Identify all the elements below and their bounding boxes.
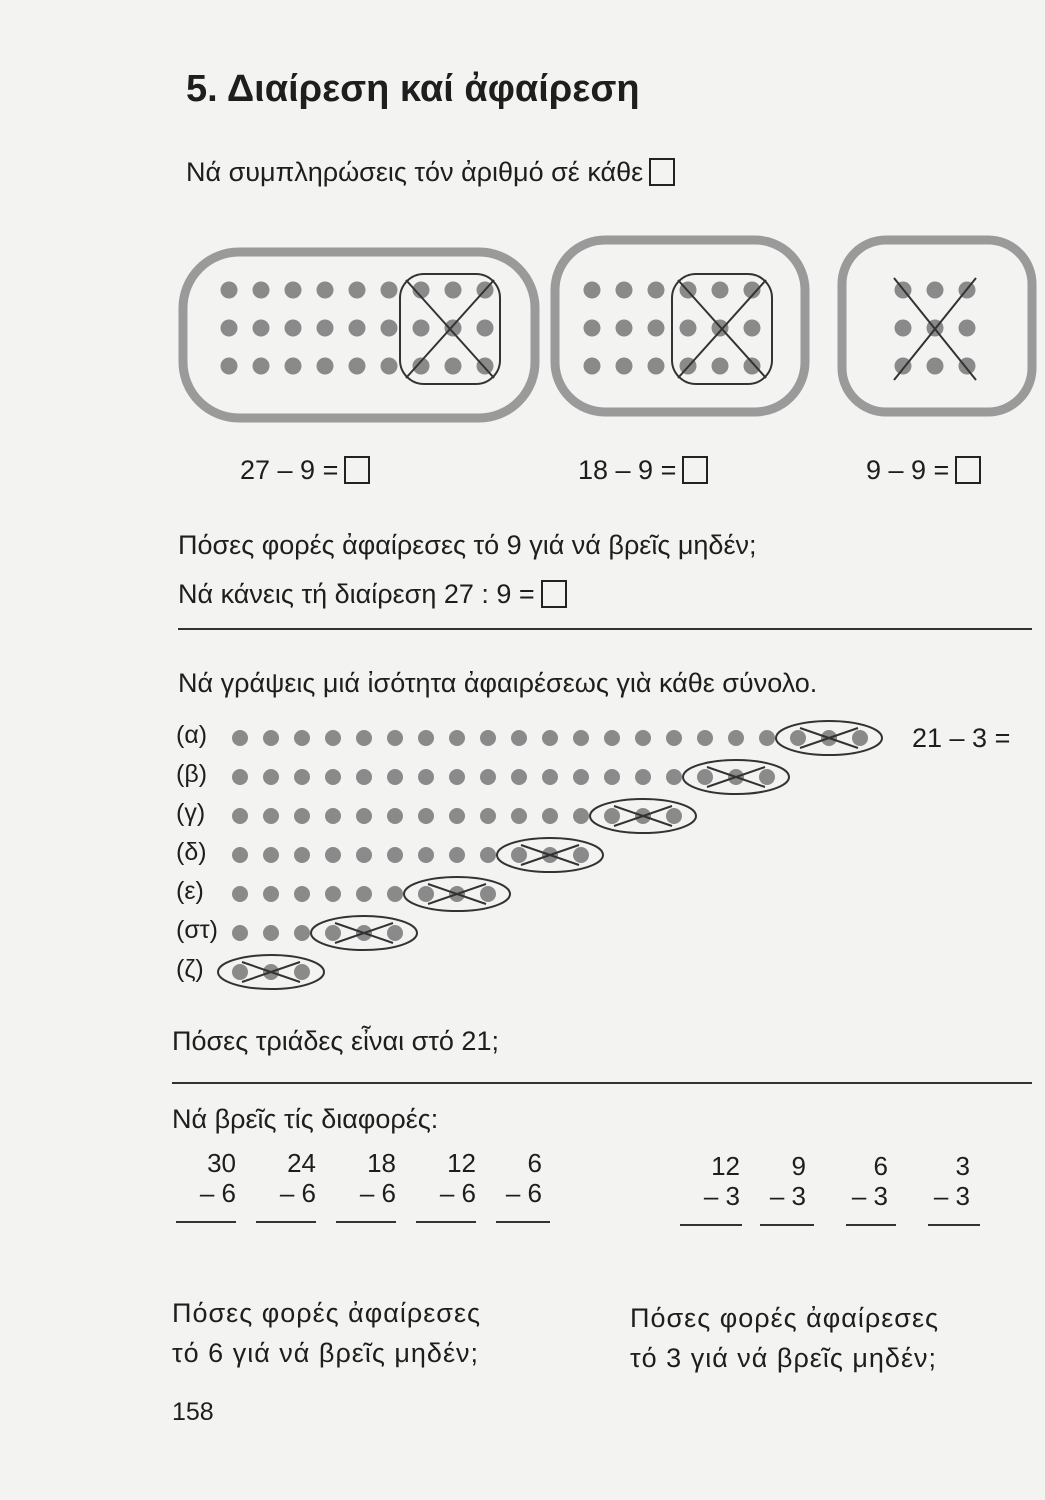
dot — [232, 847, 248, 863]
dot — [477, 320, 494, 337]
dot — [573, 808, 589, 824]
dot — [232, 808, 248, 824]
dot — [263, 808, 279, 824]
dot — [263, 769, 279, 785]
dot — [680, 320, 697, 337]
diff-top: 6 — [873, 1151, 888, 1181]
dot — [356, 886, 372, 902]
equation-27-9 — [240, 456, 370, 484]
dot — [635, 769, 651, 785]
dot — [387, 847, 403, 863]
answer-line[interactable] — [846, 1224, 896, 1226]
diff-sub: – 6 — [505, 1178, 542, 1208]
dot — [381, 358, 398, 375]
dot — [418, 730, 434, 746]
page-number: 158 — [172, 1398, 214, 1426]
diff-top: 9 — [791, 1151, 806, 1181]
question-six-line1: Πόσες φορές ἀφαίρεσες — [172, 1298, 481, 1328]
dot — [895, 320, 912, 337]
question-three-line2: τό 3 γιά νά βρεῖς μηδέν; — [630, 1343, 937, 1373]
diff-sub: – 6 — [359, 1178, 396, 1208]
dot — [542, 730, 558, 746]
dot — [356, 769, 372, 785]
diff-sub: – 6 — [439, 1178, 476, 1208]
dot — [648, 282, 665, 299]
dot — [349, 320, 366, 337]
set-label: (ζ) — [176, 955, 204, 983]
answer-line[interactable] — [928, 1224, 980, 1226]
equation-text: 27 – 9 = — [240, 455, 339, 485]
dot — [852, 730, 868, 746]
diff-top: 12 — [711, 1151, 740, 1181]
dot — [325, 886, 341, 902]
answer-box[interactable] — [682, 456, 708, 484]
dot — [232, 730, 248, 746]
dot — [666, 808, 682, 824]
question-six-line2: τό 6 γιά νά βρεῖς μηδέν; — [172, 1338, 479, 1368]
answer-line[interactable] — [680, 1224, 742, 1226]
division-line — [178, 580, 567, 608]
diff-sub: – 6 — [199, 1178, 236, 1208]
dot — [666, 769, 682, 785]
dot — [445, 282, 462, 299]
dot — [648, 320, 665, 337]
equation-18-9 — [578, 456, 708, 484]
dot — [349, 282, 366, 299]
dot — [616, 282, 633, 299]
dot — [325, 769, 341, 785]
divider — [172, 1082, 1032, 1084]
dot — [449, 730, 465, 746]
dot — [356, 808, 372, 824]
equation-text: 9 – 9 = — [866, 455, 950, 485]
instruction-diff: Νά βρεῖς τίς διαφορές: — [172, 1104, 439, 1134]
dot — [604, 808, 620, 824]
dot — [449, 808, 465, 824]
dot — [253, 282, 270, 299]
dot — [728, 730, 744, 746]
dot — [294, 847, 310, 863]
dot — [573, 730, 589, 746]
answer-line[interactable] — [256, 1221, 316, 1223]
answer-line[interactable] — [760, 1224, 814, 1226]
dot — [253, 358, 270, 375]
dot — [418, 886, 434, 902]
dot — [449, 847, 465, 863]
diff-sub: – 3 — [933, 1181, 970, 1211]
dot — [294, 925, 310, 941]
dot — [253, 320, 270, 337]
dot — [959, 320, 976, 337]
dot — [221, 282, 238, 299]
dot — [381, 320, 398, 337]
dot — [294, 730, 310, 746]
dot — [325, 730, 341, 746]
dot — [604, 730, 620, 746]
answer-box[interactable] — [344, 456, 370, 484]
dot — [317, 320, 334, 337]
dot — [616, 358, 633, 375]
dot — [480, 769, 496, 785]
dot — [294, 886, 310, 902]
question-zero: Πόσες φορές ἀφαίρεσες τό 9 γιά νά βρεῖς μηδέν; — [178, 530, 757, 560]
dot — [325, 847, 341, 863]
dot — [511, 847, 527, 863]
answer-line[interactable] — [416, 1221, 476, 1223]
dot — [480, 808, 496, 824]
dot — [285, 282, 302, 299]
set-label: (α) — [176, 721, 208, 749]
dot — [511, 808, 527, 824]
dot — [542, 808, 558, 824]
equation-9-9 — [866, 456, 981, 484]
dot — [285, 358, 302, 375]
dot — [418, 769, 434, 785]
division-text: Νά κάνεις τή διαίρεση 27 : 9 = — [178, 579, 535, 609]
dot — [418, 808, 434, 824]
dot — [317, 358, 334, 375]
dot — [317, 282, 334, 299]
dot — [744, 358, 761, 375]
dot — [616, 320, 633, 337]
set-label: (δ) — [176, 838, 207, 866]
dot — [294, 769, 310, 785]
dot — [584, 358, 601, 375]
dot — [666, 730, 682, 746]
dot — [387, 886, 403, 902]
page-title: 5. Διαίρεση καί ἀφαίρεση — [186, 68, 640, 110]
dot — [790, 730, 806, 746]
dot — [573, 847, 589, 863]
dot — [480, 847, 496, 863]
dot — [697, 769, 713, 785]
question-triads: Πόσες τριάδες εἶναι στό 21; — [172, 1026, 499, 1056]
dot — [604, 769, 620, 785]
dot — [387, 769, 403, 785]
dot — [573, 769, 589, 785]
dot — [232, 964, 248, 980]
dot — [381, 282, 398, 299]
dot — [759, 769, 775, 785]
diff-top: 3 — [955, 1151, 970, 1181]
dot — [511, 730, 527, 746]
dot — [635, 730, 651, 746]
dot — [413, 320, 430, 337]
dot — [263, 730, 279, 746]
divider — [178, 628, 1032, 630]
dot — [927, 358, 944, 375]
dot — [221, 320, 238, 337]
dot — [445, 320, 462, 337]
dot — [712, 282, 729, 299]
question-three-line1: Πόσες φορές ἀφαίρεσες — [630, 1303, 939, 1333]
diff-sub: – 3 — [703, 1181, 740, 1211]
dot — [387, 808, 403, 824]
diff-top: 30 — [207, 1148, 236, 1178]
dot — [325, 808, 341, 824]
dot — [480, 886, 496, 902]
dot — [387, 730, 403, 746]
dot — [759, 730, 775, 746]
diff-top: 24 — [287, 1148, 316, 1178]
dot — [294, 964, 310, 980]
equation-text: 18 – 9 = — [578, 455, 677, 485]
dot — [480, 730, 496, 746]
set-equation: 21 – 3 = — [912, 723, 1011, 753]
dot — [648, 358, 665, 375]
dot — [511, 769, 527, 785]
dot — [232, 886, 248, 902]
diff-top: 18 — [367, 1148, 396, 1178]
diff-top: 6 — [527, 1148, 542, 1178]
dot — [418, 847, 434, 863]
dot — [449, 769, 465, 785]
instruction-fill-text: Νά συμπληρώσεις τόν ἀριθμό σέ κάθε — [186, 157, 644, 187]
dot — [744, 320, 761, 337]
dot — [697, 730, 713, 746]
dot — [263, 925, 279, 941]
dot — [232, 925, 248, 941]
dot — [221, 358, 238, 375]
diff-sub: – 3 — [769, 1181, 806, 1211]
dot — [294, 808, 310, 824]
dot — [356, 847, 372, 863]
set-label: (στ) — [176, 916, 218, 944]
diff-top: 12 — [447, 1148, 476, 1178]
dot — [584, 282, 601, 299]
set-label: (ε) — [176, 877, 204, 905]
set-label: (β) — [176, 760, 208, 788]
dot — [445, 358, 462, 375]
dot — [232, 769, 248, 785]
dot — [584, 320, 601, 337]
dot — [263, 886, 279, 902]
dot — [263, 847, 279, 863]
set-label: (γ) — [176, 799, 206, 827]
instruction-write: Νά γράψεις μιά ἰσότητα ἀφαιρέσεως γιὰ κάθε σύνολο. — [178, 668, 818, 698]
answer-box[interactable] — [541, 580, 567, 608]
dot — [325, 925, 341, 941]
diff-sub: – 3 — [851, 1181, 888, 1211]
answer-line[interactable] — [336, 1221, 396, 1223]
dot — [349, 358, 366, 375]
dot — [927, 282, 944, 299]
diff-sub: – 6 — [279, 1178, 316, 1208]
dot — [712, 358, 729, 375]
dot — [387, 925, 403, 941]
answer-line[interactable] — [176, 1221, 236, 1223]
answer-line[interactable] — [496, 1221, 550, 1223]
dot — [542, 769, 558, 785]
dot — [356, 730, 372, 746]
dot — [285, 320, 302, 337]
answer-box[interactable] — [955, 456, 981, 484]
